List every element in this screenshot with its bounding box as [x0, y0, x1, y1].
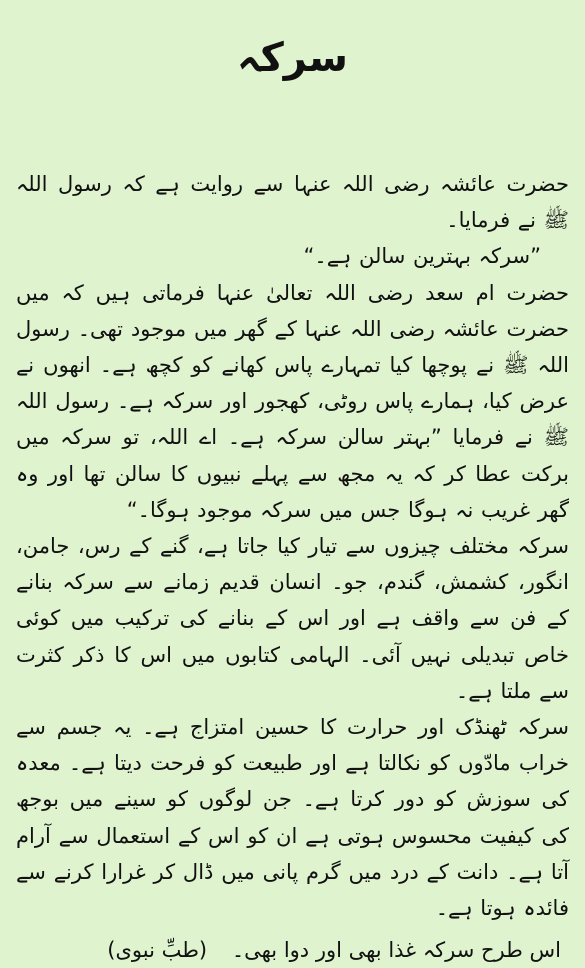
closing-line	[16, 932, 569, 968]
page-title: سرکہ	[237, 35, 348, 81]
paragraph-vinegar-benefits: سرکہ ٹھنڈک اور حرارت کا حسین امتزاج ہے۔ یہ جسم سے خراب مادّوں کو نکالتا ہے اور طبیعت کو فرحت دیتا ہے۔ معدہ کی سوزش کو دور کرتا ہے۔ جن لوگوں کو سینے میں بوجھ کی کیفیت محسوس ہوتی ہے ان کو اس کے استعمال سے آرام آتا ہے۔ دانت کے درد میں گرم پانی میں ڈال کر غرارا کرنے سے فائدہ ہوتا ہے۔	[16, 715, 569, 921]
paragraph-hadith-intro: حضرت عائشہ رضی اللہ عنہا سے روایت ہے کہ رسول اللہ ﷺ نے فرمایا۔	[16, 172, 569, 233]
closing-text: اس طرح سرکہ غذا بھی اور دوا بھی۔	[231, 938, 561, 963]
article-body	[16, 166, 569, 926]
paragraph-hadith-quote: ”سرکہ بہترین سالن ہے۔“	[303, 244, 541, 269]
paragraph-vinegar-making: سرکہ مختلف چیزوں سے تیار کیا جاتا ہے، گنے کے رس، جامن، انگور، کشمش، گندم، جو۔ انسان قدیم زمانے سے سرکہ بنانے کے فن سے واقف ہے اور اس کے بنانے کی ترکیب میں کوئی خاص تبدیلی نہیں آئی۔ الہامی کتابوں میں اس کا ذکر کثرت سے ملتا ہے۔	[16, 534, 569, 703]
paragraph-umm-saad-narration: حضرت ام سعد رضی اللہ تعالیٰ عنہا فرماتی ہیں کہ میں حضرت عائشہ رضی اللہ عنہا کے گھر میں موجود تھی۔ رسول اللہ ﷺ نے پوچھا کیا تمہارے پاس کھانے کو کچھ ہے۔ انھوں نے عرض کیا، ہمارے پاس روٹی، کھجور اور سرکہ ہے۔ رسول اللہ ﷺ نے فرمایا ”بہتر سالن سرکہ ہے۔ اے اللہ، تو سرکہ میں برکت عطا کر کہ یہ مجھ سے پہلے نبیوں کا سالن تھا اور وہ گھر غریب نہ ہوگا جس میں سرکہ موجود ہوگا۔“	[16, 280, 569, 522]
source-reference: (طبِّ نبوی)	[107, 938, 208, 963]
